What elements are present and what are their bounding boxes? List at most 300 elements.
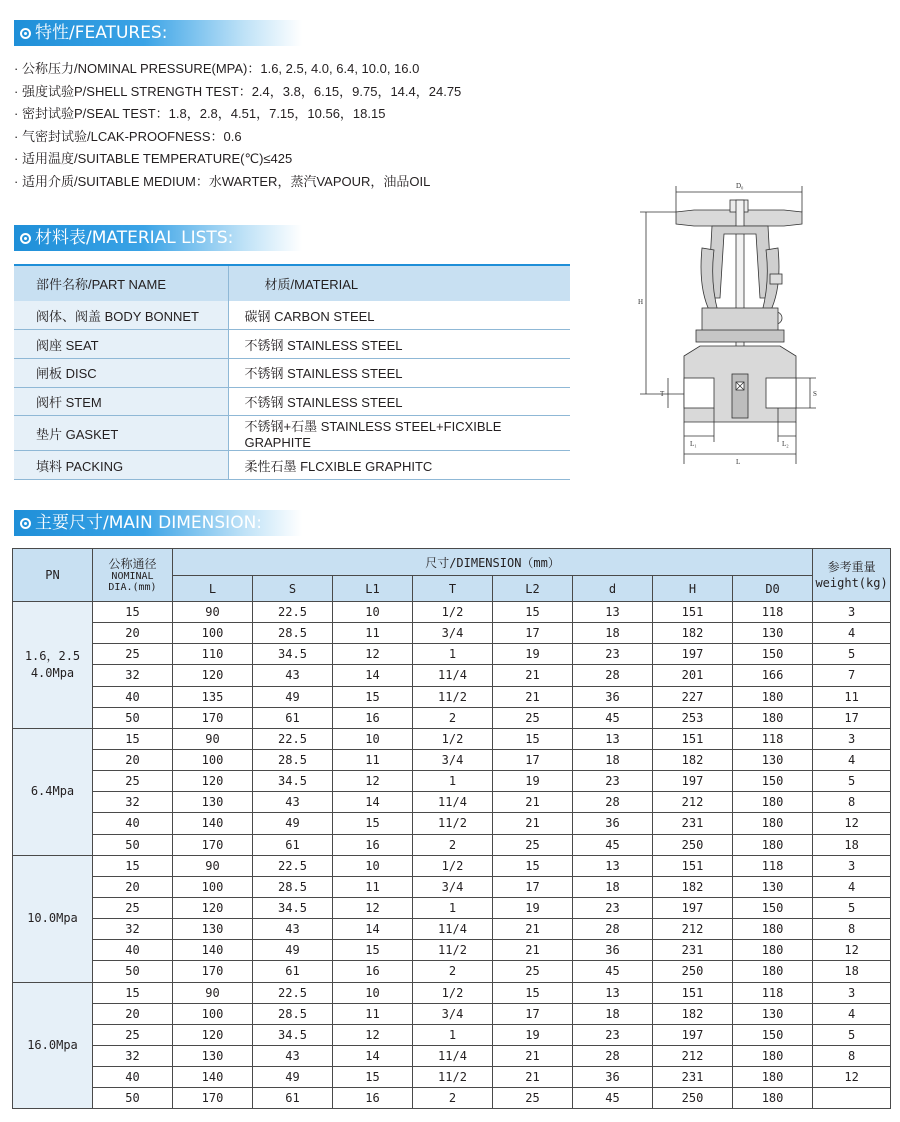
nominal-dia-cell: 32: [93, 919, 173, 940]
dimension-cell: 130: [173, 792, 253, 813]
dimension-cell: 11: [333, 749, 413, 770]
nominal-dia-cell: 15: [93, 982, 173, 1003]
dimension-cell: 166: [733, 665, 813, 686]
nominal-dia-cell: 20: [93, 1003, 173, 1024]
socket-left: [684, 378, 714, 408]
dimension-cell: 140: [173, 940, 253, 961]
table-row: [13, 834, 891, 855]
dimension-cell: 118: [733, 728, 813, 749]
table-row: [13, 1067, 891, 1088]
feature-item: · 公称压力/NOMINAL PRESSURE(MPA)：1.6, 2.5, 4.0, 6.4, 10.0, 16.0: [14, 61, 420, 76]
dimension-cell: 14: [333, 1045, 413, 1066]
material-cell: 不锈钢 STAINLESS STEEL: [228, 387, 570, 416]
weight-cell: 5: [813, 897, 891, 918]
dimension-table: [12, 548, 891, 1109]
dimension-cell: 36: [573, 813, 653, 834]
gland-bolt: [770, 274, 782, 284]
nominal-dia-cell: 50: [93, 707, 173, 728]
nominal-dia-cell: 40: [93, 686, 173, 707]
dimension-cell: 16: [333, 834, 413, 855]
table-row: [13, 686, 891, 707]
table-row: [13, 961, 891, 982]
dimension-cell: 151: [653, 982, 733, 1003]
dimension-cell: 180: [733, 961, 813, 982]
dimension-cell: 12: [333, 644, 413, 665]
dimension-cell: 13: [573, 855, 653, 876]
dimension-cell: 15: [333, 813, 413, 834]
dimension-cell: 1/2: [413, 982, 493, 1003]
dimension-cell: 61: [253, 1088, 333, 1109]
dimension-cell: 140: [173, 1067, 253, 1088]
dimension-col-header: T: [413, 576, 493, 602]
nominal-dia-cell: 50: [93, 1088, 173, 1109]
dimension-cell: 170: [173, 961, 253, 982]
dimension-cell: 250: [653, 1088, 733, 1109]
nominal-dia-cell: 50: [93, 834, 173, 855]
material-table-header: [14, 265, 570, 301]
dimension-cell: 118: [733, 855, 813, 876]
table-row: [13, 602, 891, 623]
nominal-dia-cell: 20: [93, 749, 173, 770]
dimension-cell: 36: [573, 940, 653, 961]
dimension-cell: 14: [333, 792, 413, 813]
dimension-cell: 201: [653, 665, 733, 686]
dimension-cell: 15: [493, 728, 573, 749]
dimension-col-header: d: [573, 576, 653, 602]
dimension-cell: 90: [173, 982, 253, 1003]
dimension-cell: 49: [253, 686, 333, 707]
part-name-cell: 闸板 DISC: [14, 358, 228, 387]
table-row: [13, 665, 891, 686]
dimension-cell: 36: [573, 686, 653, 707]
material-cell: 碳钢 CARBON STEEL: [228, 301, 570, 330]
dimension-cell: 23: [573, 771, 653, 792]
circle-bullet-icon: [20, 518, 31, 529]
dimension-cell: 11/2: [413, 686, 493, 707]
table-row: [13, 749, 891, 770]
dimension-cell: 61: [253, 707, 333, 728]
table-row: [13, 1024, 891, 1045]
dimension-col-header: L: [173, 576, 253, 602]
weight-cell: 11: [813, 686, 891, 707]
dimension-cell: 10: [333, 982, 413, 1003]
dimension-cell: 1: [413, 897, 493, 918]
dimension-cell: 231: [653, 940, 733, 961]
dimension-cell: 151: [653, 855, 733, 876]
part-name-header: 部件名称/PART NAME: [14, 265, 228, 301]
nominal-dia-cell: 15: [93, 728, 173, 749]
weight-cell: 18: [813, 834, 891, 855]
dimension-cell: 15: [333, 686, 413, 707]
dimension-cell: 21: [493, 792, 573, 813]
nominal-dia-cell: 20: [93, 876, 173, 897]
dimension-cell: 21: [493, 813, 573, 834]
dimension-cell: 130: [733, 623, 813, 644]
part-name-cell: 阀杆 STEM: [14, 387, 228, 416]
dimension-cell: 12: [333, 771, 413, 792]
weight-cell: 3: [813, 728, 891, 749]
material-row: [14, 416, 570, 451]
dimension-cell: 135: [173, 686, 253, 707]
dimension-cell: 253: [653, 707, 733, 728]
nominal-dia-cell: 40: [93, 1067, 173, 1088]
table-row: [13, 982, 891, 1003]
dimension-cell: 11/2: [413, 1067, 493, 1088]
dimension-cell: 100: [173, 749, 253, 770]
dimension-cell: 100: [173, 876, 253, 897]
nominal-dia-cell: 32: [93, 792, 173, 813]
circle-bullet-icon: [20, 28, 31, 39]
table-row: [13, 707, 891, 728]
feature-item: · 强度试验P/SHELL STRENGTH TEST：2.4，3.8，6.15，9.75，14.4，24.75: [14, 83, 462, 99]
dimension-cell: 21: [493, 1067, 573, 1088]
dimension-cell: 28: [573, 792, 653, 813]
dimension-col-header: L1: [333, 576, 413, 602]
dimension-cell: 17: [493, 749, 573, 770]
dimension-cell: 150: [733, 897, 813, 918]
weight-cell: 8: [813, 919, 891, 940]
material-table: [14, 264, 570, 480]
dimension-cell: 28: [573, 665, 653, 686]
dimension-cell: 130: [173, 1045, 253, 1066]
dimension-cell: 15: [493, 982, 573, 1003]
dimension-cell: 227: [653, 686, 733, 707]
dimension-cell: 3/4: [413, 749, 493, 770]
dimension-cell: 18: [573, 623, 653, 644]
dimension-cell: 21: [493, 1045, 573, 1066]
dimension-cell: 170: [173, 1088, 253, 1109]
dimension-cell: 21: [493, 919, 573, 940]
dimension-cell: 180: [733, 1067, 813, 1088]
dimension-cell: 18: [573, 876, 653, 897]
dimension-cell: 25: [493, 707, 573, 728]
dimension-cell: 17: [493, 623, 573, 644]
material-cell: 不锈钢 STAINLESS STEEL: [228, 330, 570, 359]
dimension-cell: 151: [653, 728, 733, 749]
part-name-cell: 垫片 GASKET: [14, 416, 228, 451]
dimension-cell: 118: [733, 982, 813, 1003]
dimension-cell: 110: [173, 644, 253, 665]
weight-cell: 5: [813, 644, 891, 665]
material-header: 材质/MATERIAL: [228, 265, 570, 301]
dimension-cell: 120: [173, 665, 253, 686]
dimension-cell: 1: [413, 644, 493, 665]
nominal-dia-cell: 40: [93, 813, 173, 834]
weight-cell: 3: [813, 982, 891, 1003]
table-row: [13, 623, 891, 644]
d0-label: D₀: [736, 182, 744, 190]
h-label: H: [638, 298, 644, 306]
dimension-cell: 13: [573, 728, 653, 749]
dimension-cell: 11: [333, 876, 413, 897]
dimensions-heading: 主要尺寸/MAIN DIMENSION:: [14, 510, 302, 536]
dimension-cell: 28.5: [253, 876, 333, 897]
table-row: [13, 813, 891, 834]
dimension-cell: 140: [173, 813, 253, 834]
dimension-cell: 2: [413, 1088, 493, 1109]
dimension-cell: 180: [733, 792, 813, 813]
pn-group-cell: 16.0Mpa: [13, 982, 93, 1109]
nominal-dia-cell: 25: [93, 897, 173, 918]
dimension-cell: 10: [333, 855, 413, 876]
dimension-cell: 19: [493, 1024, 573, 1045]
dimension-cell: 197: [653, 644, 733, 665]
dimension-cell: 17: [493, 1003, 573, 1024]
dimension-cell: 182: [653, 1003, 733, 1024]
socket-right: [766, 378, 796, 408]
dimension-cell: 197: [653, 1024, 733, 1045]
nominal-dia-cell: 40: [93, 940, 173, 961]
material-row: [14, 451, 570, 480]
dimension-cell: 10: [333, 728, 413, 749]
dimension-cell: 49: [253, 813, 333, 834]
dimension-cell: 19: [493, 771, 573, 792]
weight-cell: 5: [813, 771, 891, 792]
dimension-cell: 11/4: [413, 919, 493, 940]
dimension-cell: 197: [653, 771, 733, 792]
weight-cell: 3: [813, 602, 891, 623]
pn-group-cell: 10.0Mpa: [13, 855, 93, 982]
dimension-cell: 28: [573, 1045, 653, 1066]
dimension-cell: 28.5: [253, 623, 333, 644]
materials-heading: 材料表/MATERIAL LISTS:: [14, 225, 302, 251]
dimension-cell: 3/4: [413, 623, 493, 644]
dimension-cell: 18: [573, 749, 653, 770]
l2-label: L₂: [782, 440, 789, 448]
dimension-cell: 2: [413, 834, 493, 855]
dimension-cell: 34.5: [253, 644, 333, 665]
dimension-cell: 90: [173, 728, 253, 749]
gate-valve-drawing: [632, 178, 822, 478]
dimension-cell: 130: [733, 876, 813, 897]
feature-item: · 密封试验P/SEAL TEST：1.8，2.8，4.51，7.15，10.56，18.15: [14, 106, 386, 121]
nominal-dia-cell: 15: [93, 602, 173, 623]
dimension-cell: 1/2: [413, 855, 493, 876]
dimension-cell: 3/4: [413, 876, 493, 897]
dimension-cell: 21: [493, 665, 573, 686]
weight-cell: 18: [813, 961, 891, 982]
dimension-cell: 15: [333, 940, 413, 961]
s-label: S: [813, 390, 817, 398]
dimension-cell: 180: [733, 919, 813, 940]
dimension-cell: 150: [733, 644, 813, 665]
material-row: [14, 387, 570, 416]
dimension-cell: 12: [333, 1024, 413, 1045]
dimension-cell: 45: [573, 834, 653, 855]
dimension-cell: 25: [493, 834, 573, 855]
material-row: [14, 330, 570, 359]
dimension-cell: 180: [733, 1045, 813, 1066]
dimension-cell: 1: [413, 771, 493, 792]
dimension-cell: 90: [173, 602, 253, 623]
dimension-col-header: S: [253, 576, 333, 602]
material-cell: 不锈钢+石墨 STAINLESS STEEL+FICXIBLE GRAPHITE: [228, 416, 570, 451]
dimension-cell: 180: [733, 707, 813, 728]
weight-cell: 17: [813, 707, 891, 728]
dimension-cell: 12: [333, 897, 413, 918]
table-row: [13, 919, 891, 940]
table-row: [13, 792, 891, 813]
table-row: [13, 876, 891, 897]
dimension-cell: 250: [653, 834, 733, 855]
dimension-cell: 22.5: [253, 982, 333, 1003]
dimension-cell: 14: [333, 665, 413, 686]
dimension-cell: 2: [413, 707, 493, 728]
dimension-cell: 130: [733, 1003, 813, 1024]
dimension-cell: 22.5: [253, 602, 333, 623]
dimension-cell: 28.5: [253, 1003, 333, 1024]
dimension-cell: 19: [493, 644, 573, 665]
dimension-cell: 2: [413, 961, 493, 982]
dimension-cell: 182: [653, 749, 733, 770]
weight-cell: 4: [813, 876, 891, 897]
dimension-cell: 11/4: [413, 792, 493, 813]
weight-cell: 8: [813, 792, 891, 813]
dimension-cell: 130: [733, 749, 813, 770]
dimension-cell: 43: [253, 1045, 333, 1066]
dimension-cell: 3/4: [413, 1003, 493, 1024]
dimension-cell: 212: [653, 792, 733, 813]
dimension-cell: 11/4: [413, 665, 493, 686]
nominal-dia-cell: 25: [93, 771, 173, 792]
gate-disc: [732, 374, 748, 418]
dimension-cell: 16: [333, 961, 413, 982]
nominal-dia-cell: 50: [93, 961, 173, 982]
dimension-cell: 45: [573, 707, 653, 728]
features-heading: 特性/FEATURES:: [14, 20, 302, 46]
dimension-cell: 19: [493, 897, 573, 918]
dimension-cell: 13: [573, 982, 653, 1003]
dimension-cell: 45: [573, 961, 653, 982]
weight-header: 参考重量 weight(kg): [813, 549, 891, 602]
dimension-cell: 25: [493, 1088, 573, 1109]
dimension-cell: 1: [413, 1024, 493, 1045]
part-name-cell: 阀座 SEAT: [14, 330, 228, 359]
dimension-cell: 21: [493, 940, 573, 961]
table-row: [13, 897, 891, 918]
dimension-cell: 43: [253, 919, 333, 940]
pn-header: PN: [13, 549, 93, 602]
part-name-cell: 阀体、阀盖 BODY BONNET: [14, 301, 228, 330]
table-row: [13, 1045, 891, 1066]
dimension-cell: 45: [573, 1088, 653, 1109]
dimension-cell: 90: [173, 855, 253, 876]
dimension-cell: 22.5: [253, 728, 333, 749]
table-row: [13, 855, 891, 876]
dimension-cell: 100: [173, 1003, 253, 1024]
dimension-cell: 17: [493, 876, 573, 897]
table-row: [13, 771, 891, 792]
dimension-cell: 180: [733, 813, 813, 834]
weight-cell: 3: [813, 855, 891, 876]
t-label: T: [660, 390, 665, 398]
dimension-header-row: [13, 549, 891, 576]
dimension-cell: 150: [733, 1024, 813, 1045]
material-cell: 不锈钢 STAINLESS STEEL: [228, 358, 570, 387]
dimension-cell: 120: [173, 897, 253, 918]
feature-item: · 气密封试验/LCAK-PROOFNESS：0.6: [14, 128, 242, 144]
table-row: [13, 940, 891, 961]
dimension-cell: 16: [333, 707, 413, 728]
dimension-cell: 22.5: [253, 855, 333, 876]
dimension-cell: 28.5: [253, 749, 333, 770]
dimension-cell: 61: [253, 834, 333, 855]
dimension-cell: 180: [733, 1088, 813, 1109]
table-row: [13, 1088, 891, 1109]
table-row: [13, 644, 891, 665]
dimension-cell: 43: [253, 792, 333, 813]
dimension-cell: 18: [573, 1003, 653, 1024]
dimension-cell: 100: [173, 623, 253, 644]
nominal-dia-cell: 32: [93, 1045, 173, 1066]
nominal-dia-header: 公称通径 NOMINAL DIA.(mm): [93, 549, 173, 602]
dimension-cell: 14: [333, 919, 413, 940]
weight-cell: [813, 1088, 891, 1109]
dimension-cell: 28: [573, 919, 653, 940]
l1-label: L₁: [690, 440, 697, 448]
bonnet-flange: [696, 330, 784, 342]
features-list: [14, 58, 461, 193]
material-cell: 柔性石墨 FLCXIBLE GRAPHITC: [228, 451, 570, 480]
dimension-cell: 15: [333, 1067, 413, 1088]
weight-cell: 12: [813, 813, 891, 834]
dimension-cell: 170: [173, 707, 253, 728]
dimension-cell: 197: [653, 897, 733, 918]
material-row: [14, 358, 570, 387]
weight-cell: 4: [813, 623, 891, 644]
dimension-cell: 120: [173, 1024, 253, 1045]
dimension-cell: 150: [733, 771, 813, 792]
dimension-cell: 1/2: [413, 728, 493, 749]
dimension-col-header: L2: [493, 576, 573, 602]
dimension-cell: 11/2: [413, 813, 493, 834]
dimension-cell: 25: [493, 961, 573, 982]
dimension-cell: 16: [333, 1088, 413, 1109]
dimension-cell: 11: [333, 1003, 413, 1024]
dimension-cell: 23: [573, 1024, 653, 1045]
dimension-cell: 180: [733, 940, 813, 961]
dimension-cell: 34.5: [253, 771, 333, 792]
weight-cell: 8: [813, 1045, 891, 1066]
dimension-cell: 61: [253, 961, 333, 982]
weight-cell: 4: [813, 749, 891, 770]
weight-cell: 7: [813, 665, 891, 686]
part-name-cell: 填料 PACKING: [14, 451, 228, 480]
nominal-dia-cell: 32: [93, 665, 173, 686]
dimension-cell: 11/2: [413, 940, 493, 961]
nominal-dia-cell: 20: [93, 623, 173, 644]
dimension-cell: 182: [653, 623, 733, 644]
weight-cell: 4: [813, 1003, 891, 1024]
dimension-cell: 180: [733, 686, 813, 707]
pn-group-cell: 6.4Mpa: [13, 728, 93, 855]
dimension-group-header: 尺寸/DIMENSION（mm）: [173, 549, 813, 576]
dimension-cell: 11/4: [413, 1045, 493, 1066]
dimension-cell: 36: [573, 1067, 653, 1088]
dimension-cell: 182: [653, 876, 733, 897]
nominal-dia-cell: 25: [93, 1024, 173, 1045]
dimension-cell: 15: [493, 855, 573, 876]
dimension-cell: 130: [173, 919, 253, 940]
l-label: L: [736, 458, 741, 466]
feature-item: · 适用温度/SUITABLE TEMPERATURE(℃)≤425: [14, 151, 293, 166]
weight-cell: 12: [813, 940, 891, 961]
dimension-cell: 34.5: [253, 1024, 333, 1045]
dimension-cell: 120: [173, 771, 253, 792]
dimension-cell: 23: [573, 897, 653, 918]
table-row: [13, 1003, 891, 1024]
dimension-cell: 250: [653, 961, 733, 982]
